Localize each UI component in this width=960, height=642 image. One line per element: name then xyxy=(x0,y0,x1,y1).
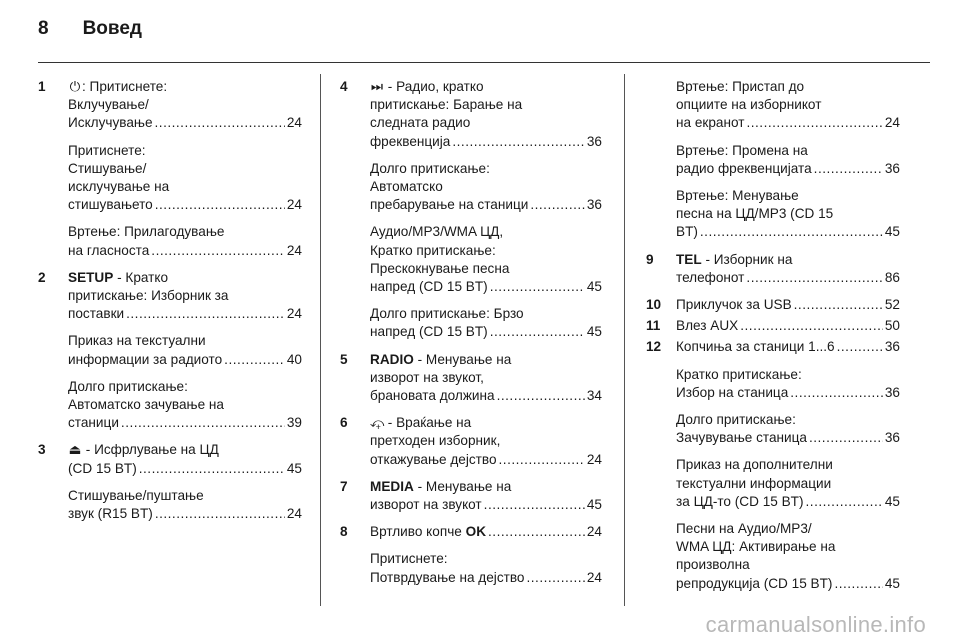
page-ref: 24 xyxy=(286,506,302,522)
page-ref: 39 xyxy=(286,415,302,431)
index-entry[interactable]: пребарување на станици ..... 36 xyxy=(370,196,602,214)
entry-9: 9 TEL - Изборник на телефонот ..... 86 xyxy=(646,251,900,296)
index-entry[interactable]: звук (R15 BT) ..... 24 xyxy=(68,505,302,523)
page-ref: 45 xyxy=(884,493,900,509)
entry-12: 12 Копчиња за станици 1...6 ..... 36 Кратко притискање: Избор на станица ..... 36 Долго притискање: Зачувување станица ..... 36 Приказ на дополнителни текстуални информации за ЦД-то (CD 15 BT) ..... 45 Песни на Аудио/MP3/ WMA ЦД: Активирање на произволна репродукција (CD 15 BT) ..... 45 xyxy=(646,338,900,601)
page-ref: 36 xyxy=(586,133,602,149)
index-entry[interactable]: BT) ..... 45 xyxy=(676,223,900,241)
column-divider xyxy=(320,74,321,606)
index-entry[interactable]: на екранот ..... 24 xyxy=(676,114,900,132)
page-ref: 45 xyxy=(884,224,900,240)
header-rule xyxy=(38,62,930,63)
index-entry[interactable]: телефонот ..... 86 xyxy=(676,269,900,287)
page-ref: 36 xyxy=(884,430,900,446)
index-entry[interactable]: поставки ..... 24 xyxy=(68,305,302,323)
index-entry[interactable]: Влез AUX ..... 50 xyxy=(676,317,900,335)
page-ref: 45 xyxy=(884,575,900,591)
index-entry[interactable]: Зачувување станица ..... 36 xyxy=(676,429,900,447)
page-ref: 24 xyxy=(286,115,302,131)
index-entry[interactable]: фреквенција ..... 36 xyxy=(370,133,602,151)
index-entry[interactable]: Избор на станица ..... 36 xyxy=(676,384,900,402)
page-ref: 86 xyxy=(884,269,900,285)
setup-key: SETUP xyxy=(68,269,114,285)
page-ref: 24 xyxy=(586,451,602,467)
page-ref: 36 xyxy=(586,197,602,213)
watermark: carmanualsonline.info xyxy=(705,612,926,637)
skip-forward-icon: ⏭ xyxy=(370,79,384,94)
index-entry[interactable]: Потврдување на дејство ..... 24 xyxy=(370,569,602,587)
column-1 xyxy=(38,78,302,532)
page-ref: 34 xyxy=(586,388,602,404)
page-number: 8 xyxy=(38,18,49,39)
index-entry[interactable]: Исклучување ..... 24 xyxy=(68,114,302,132)
page-ref: 52 xyxy=(884,297,900,313)
power-icon: ⏻ xyxy=(69,79,81,94)
page-ref: 45 xyxy=(586,497,602,513)
entry-7: 7 MEDIA - Менување на изворот на звукот ..... 45 xyxy=(340,478,602,523)
page-ref: 40 xyxy=(286,351,302,367)
entry-8-continued: Вртење: Пристап до опциите на изборникот на екранот ..... 24 Вртење: Промена на радио фреквенцијата ..... 36 Вртење: Менување песна на ЦД/MP3 (CD 15 BT) ..... 45 xyxy=(646,78,900,251)
index-entry[interactable]: станици ..... 39 xyxy=(68,414,302,432)
eject-icon: ⏏ xyxy=(68,442,82,458)
page-ref: 36 xyxy=(884,384,900,400)
page-ref: 45 xyxy=(586,324,602,340)
column-divider xyxy=(624,74,625,606)
index-entry[interactable]: (CD 15 BT) ..... 45 xyxy=(68,460,302,478)
page-ref: 24 xyxy=(586,569,602,585)
page-ref: 24 xyxy=(586,524,602,540)
entry-1: 1 ⏻ : Притиснете: Вклучување/ Исклучување ..... 24 Притиснете: Стишување/ исклучување на стишувањето ..... 24 Вртење: Прилагодување на гласноста ..... 24 xyxy=(38,78,302,269)
back-arrow-icon: ⤽ xyxy=(370,415,385,431)
column-3 xyxy=(646,78,900,602)
page-ref: 45 xyxy=(586,279,602,295)
index-entry[interactable]: изворот на звукот ..... 45 xyxy=(370,496,602,514)
page-ref: 45 xyxy=(286,460,302,476)
radio-key: RADIO xyxy=(370,351,414,367)
index-entry[interactable]: репродукција (CD 15 BT) ..... 45 xyxy=(676,575,900,593)
page-ref: 24 xyxy=(884,115,900,131)
entry-4: 4 ⏭ - Радио, кратко притискање: Барање на следната радио фреквенција ..... 36 Долго притискање: Автоматско пребарување на станици ..... 36 Аудио/MP3/WMA ЦД, Кратко притискање: Прескокнување песна напред (CD 15 BT) ..... 45 Долго притискање: Брзо напред (CD 15 BT) ..... 45 xyxy=(340,78,602,351)
page-ref: 36 xyxy=(884,339,900,355)
ok-key: OK xyxy=(465,524,487,540)
entry-5: 5 RADIO - Менување на изворот на звукот, брановата должина ..... 34 xyxy=(340,351,602,415)
entry-10: 10 Приклучок за USB ..... 52 xyxy=(646,296,900,317)
index-entry[interactable]: напред (CD 15 BT) ..... 45 xyxy=(370,323,602,341)
index-entry[interactable]: Копчиња за станици 1...6 ..... 36 xyxy=(676,338,900,356)
entry-8: 8 Вртливо копче OK ..... 24 Притиснете: Потврдување на дејство ..... 24 xyxy=(340,523,602,596)
entry-6: 6 ⤽ - Враќање на претходен изборник, откажување дејство ..... 24 xyxy=(340,414,602,478)
page-ref: 24 xyxy=(286,242,302,258)
index-entry[interactable]: напред (CD 15 BT) ..... 45 xyxy=(370,278,602,296)
index-entry[interactable]: откажување дејство ..... 24 xyxy=(370,451,602,469)
entry-3: 3 ⏏ - Исфрлување на ЦД (CD 15 BT) ..... 45 Стишување/пуштање звук (R15 BT) ..... 24 xyxy=(38,441,302,532)
media-key: MEDIA xyxy=(370,478,414,494)
entry-11: 11 Влез AUX ..... 50 xyxy=(646,317,900,338)
page-title: Вовед xyxy=(82,18,142,39)
tel-key: TEL xyxy=(676,251,702,267)
index-entry[interactable]: радио фреквенцијата ..... 36 xyxy=(676,160,900,178)
index-entry[interactable]: Вртливо копче OK ..... 24 xyxy=(370,523,602,541)
page-ref: 36 xyxy=(884,160,900,176)
index-entry[interactable]: стишувањето ..... 24 xyxy=(68,196,302,214)
index-entry[interactable]: брановата должина ..... 34 xyxy=(370,387,602,405)
entry-2: 2 SETUP - Кратко притискање: Изборник за поставки ..... 24 Приказ на текстуални информации за радиото ..... 40 Долго притискање: Автоматско зачување на станици ..... 39 xyxy=(38,269,302,442)
page-ref: 24 xyxy=(286,197,302,213)
column-2 xyxy=(340,78,602,596)
page-ref: 24 xyxy=(286,306,302,322)
page-header xyxy=(38,18,142,48)
index-entry[interactable]: за ЦД-то (CD 15 BT) ..... 45 xyxy=(676,493,900,511)
index-entry[interactable]: Приклучок за USB ..... 52 xyxy=(676,296,900,314)
index-entry[interactable]: на гласноста ..... 24 xyxy=(68,242,302,260)
index-entry[interactable]: информации за радиото ..... 40 xyxy=(68,351,302,369)
page-ref: 50 xyxy=(884,318,900,334)
